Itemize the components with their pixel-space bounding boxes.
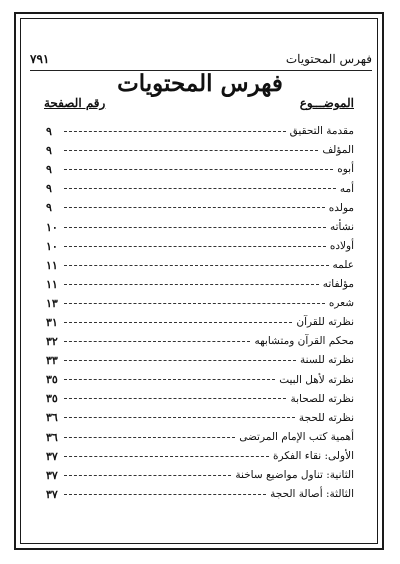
toc-leader-dashes <box>64 207 325 208</box>
toc-entry <box>46 408 354 427</box>
toc-entry-page: ٣٣ <box>46 354 58 368</box>
toc-leader-dashes <box>64 379 275 380</box>
column-header-page: رقم الصفحة <box>44 96 106 110</box>
toc-entry <box>46 332 354 351</box>
toc-leader-dashes <box>64 360 296 361</box>
toc-entry-page: ٣٢ <box>46 335 58 349</box>
toc-leader-dashes <box>64 150 318 151</box>
toc-entry <box>46 447 354 466</box>
toc-entry-page: ٩ <box>46 182 52 196</box>
toc-leader-dashes <box>64 494 266 495</box>
toc-entry-page: ٣٧ <box>46 468 58 482</box>
toc-entry <box>46 179 354 198</box>
toc-leader-dashes <box>64 265 329 266</box>
toc-leader-dashes <box>64 437 235 438</box>
toc-entry-title: أولاده <box>329 239 354 252</box>
toc-entry-page: ١٣ <box>46 296 58 310</box>
toc-entry-title: نظرته لأهل البيت <box>279 373 354 386</box>
toc-entry-title: أبوه <box>337 163 354 176</box>
toc-entry-title: المؤلف <box>322 144 354 157</box>
toc-entry-page: ٩ <box>46 163 52 177</box>
toc-entry-page: ١١ <box>46 277 58 291</box>
toc-entry <box>46 485 354 504</box>
toc-entry-page: ١٠ <box>46 220 58 234</box>
toc-leader-dashes <box>64 456 269 457</box>
toc-leader-dashes <box>64 188 336 189</box>
toc-entry <box>46 275 354 294</box>
toc-entry <box>46 160 354 179</box>
toc-entry-title: نشأته <box>329 220 354 233</box>
toc-entry-title: أهمية كتب الإمام المرتضى <box>239 430 354 443</box>
toc-entry-page: ٣٥ <box>46 373 58 387</box>
toc-leader-dashes <box>64 131 286 132</box>
toc-entry-page: ٩ <box>46 144 52 158</box>
toc-leader-dashes <box>64 322 292 323</box>
toc-entry-page: ٣٦ <box>46 430 58 444</box>
toc-entry-page: ١١ <box>46 258 58 272</box>
toc-leader-dashes <box>64 284 319 285</box>
toc-entry-title: أمه <box>339 182 354 195</box>
toc-entry <box>46 428 354 447</box>
toc-entry <box>46 294 354 313</box>
toc-entry <box>46 198 354 217</box>
toc-entry <box>46 370 354 389</box>
toc-entry-page: ٩ <box>46 201 52 215</box>
toc-entry-title: الأولى: نقاء الفكرة <box>272 449 354 462</box>
toc-entry <box>46 256 354 275</box>
toc-leader-dashes <box>64 341 250 342</box>
toc-entry-page: ٣٧ <box>46 487 58 501</box>
toc-entry-title: محكم القرآن ومتشابهه <box>254 335 354 348</box>
toc-entry-page: ٣٥ <box>46 392 58 406</box>
toc-entry-title: علمه <box>332 258 354 271</box>
toc-entry <box>46 351 354 370</box>
toc-leader-dashes <box>64 303 325 304</box>
toc-entry-page: ٣١ <box>46 315 58 329</box>
toc-entry-title: مولده <box>328 201 354 214</box>
toc-entry-title: نظرته للحجة <box>298 411 354 424</box>
toc-entry-title: مؤلفاته <box>322 278 354 291</box>
toc-leader-dashes <box>64 169 333 170</box>
toc-entry <box>46 122 354 141</box>
toc-entry-title: الثالثة: أصالة الحجة <box>270 488 354 501</box>
toc-entry-title: نظرته للقرآن <box>296 316 354 329</box>
toc-list <box>46 122 354 504</box>
toc-entry-page: ٣٦ <box>46 411 58 425</box>
toc-entry-title: الثانية: تناول مواضيع ساخنة <box>235 468 354 481</box>
toc-entry <box>46 313 354 332</box>
running-head-title: فهرس المحتويات <box>285 52 372 66</box>
toc-entry <box>46 389 354 408</box>
toc-entry <box>46 466 354 485</box>
toc-entry-page: ٩ <box>46 125 52 139</box>
toc-leader-dashes <box>64 398 286 399</box>
column-header-topic: الموضـــوع <box>299 96 354 110</box>
toc-entry <box>46 141 354 160</box>
toc-leader-dashes <box>64 246 326 247</box>
toc-entry-title: نظرته للصحابة <box>290 392 354 405</box>
toc-entry-title: شعره <box>328 297 354 310</box>
toc-entry <box>46 237 354 256</box>
toc-leader-dashes <box>64 227 326 228</box>
toc-entry-title: نظرته للسنة <box>299 354 354 367</box>
column-headers <box>44 96 354 114</box>
toc-entry-page: ١٠ <box>46 239 58 253</box>
running-header <box>30 52 372 68</box>
toc-entry <box>46 217 354 236</box>
toc-entry-page: ٣٧ <box>46 449 58 463</box>
page-number: ٧٩١ <box>30 52 50 66</box>
toc-leader-dashes <box>64 417 295 418</box>
toc-entry-title: مقدمة التحقيق <box>289 125 354 138</box>
page-title: فهرس المحتويات <box>117 70 283 97</box>
toc-leader-dashes <box>64 475 231 476</box>
